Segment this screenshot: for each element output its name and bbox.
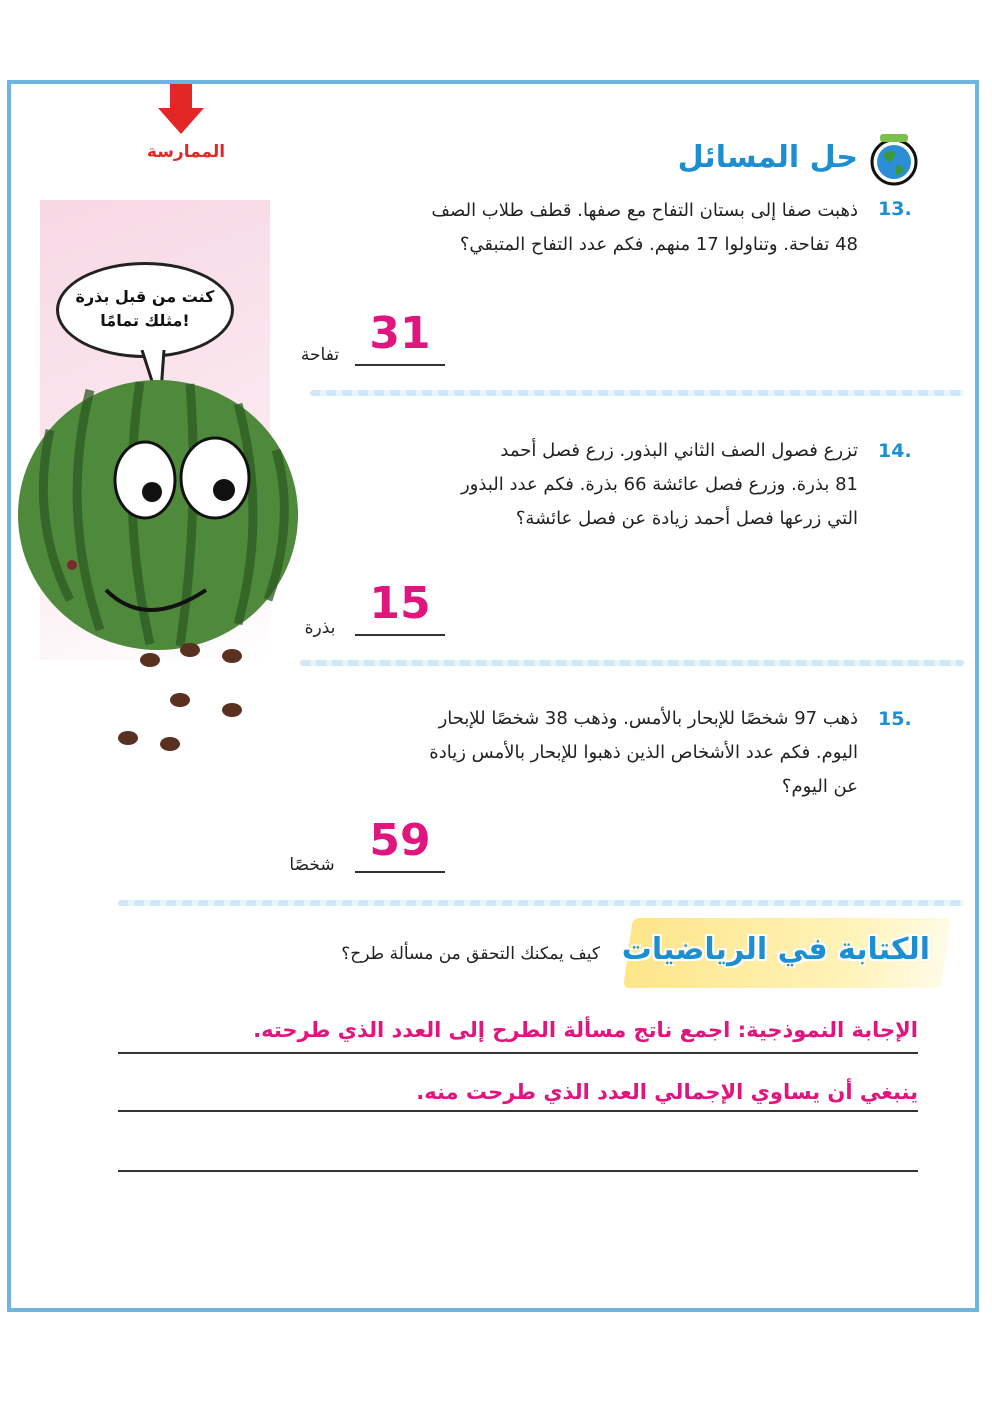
divider-2 (300, 660, 964, 666)
question-14-number: 14. (878, 440, 912, 462)
question-13-unit: تفاحة (300, 345, 340, 365)
question-13-number: 13. (878, 198, 912, 220)
writing-question: كيف يمكنك التحقق من مسألة طرح؟ (341, 944, 600, 964)
speech-line-1: كنت من قبل بذرة (75, 287, 215, 306)
question-15-unit: شخصًا (289, 855, 335, 875)
question-14-text (300, 434, 858, 536)
down-arrow-icon (156, 84, 206, 136)
question-15-line-2: اليوم. فكم عدد الأشخاص الذين ذهبوا للإبحار بالأمس زيادة (429, 742, 858, 763)
model-answer-line-1: الإجابة النموذجية: اجمع ناتج مسألة الطرح إلى العدد الذي طرحته. (253, 1018, 918, 1042)
speech-bubble (56, 262, 234, 358)
question-13-line-1: ذهبت صفا إلى بستان التفاح مع صفها. قطف طلاب الصف (431, 200, 858, 221)
practice-label: الممارسة (146, 142, 226, 162)
question-15-text (300, 702, 858, 804)
watermelon-icon (10, 360, 310, 770)
question-15-line-3: عن اليوم؟ (781, 776, 858, 797)
question-13-answer: 31 (355, 308, 445, 366)
question-15-answer: 59 (355, 815, 445, 873)
section-title: حل المسائل (677, 140, 858, 175)
question-14-line-2: 81 بذرة. وزرع فصل عائشة 66 بذرة. فكم عدد البذور (460, 474, 858, 495)
answer-rule-3 (118, 1170, 918, 1172)
question-14-answer: 15 (355, 578, 445, 636)
question-14-line-3: التي زرعها فصل أحمد زيادة عن فصل عائشة؟ (515, 508, 858, 529)
globe-icon (866, 132, 922, 188)
question-13-line-2: 48 تفاحة. وتناولوا 17 منهم. فكم عدد التفاح المتبقي؟ (459, 234, 858, 255)
speech-line-2: مثلك تمامًا! (100, 311, 190, 330)
answer-rule-1 (118, 1052, 918, 1054)
question-15-number: 15. (878, 708, 912, 730)
question-14-line-1: تزرع فصول الصف الثاني البذور. زرع فصل أحمد (500, 440, 858, 461)
divider-3 (118, 900, 964, 906)
divider-1 (310, 390, 964, 396)
answer-rule-2 (118, 1110, 918, 1112)
question-15-line-1: ذهب 97 شخصًا للإبحار بالأمس. وذهب 38 شخصًا للإبحار (438, 708, 858, 729)
model-answer-line-2: ينبغي أن يساوي الإجمالي العدد الذي طرحت منه. (416, 1080, 918, 1104)
question-13-text (290, 194, 858, 262)
writing-title: الكتابة في الرياضيات (621, 932, 930, 967)
question-14-unit: بذرة (304, 618, 336, 638)
